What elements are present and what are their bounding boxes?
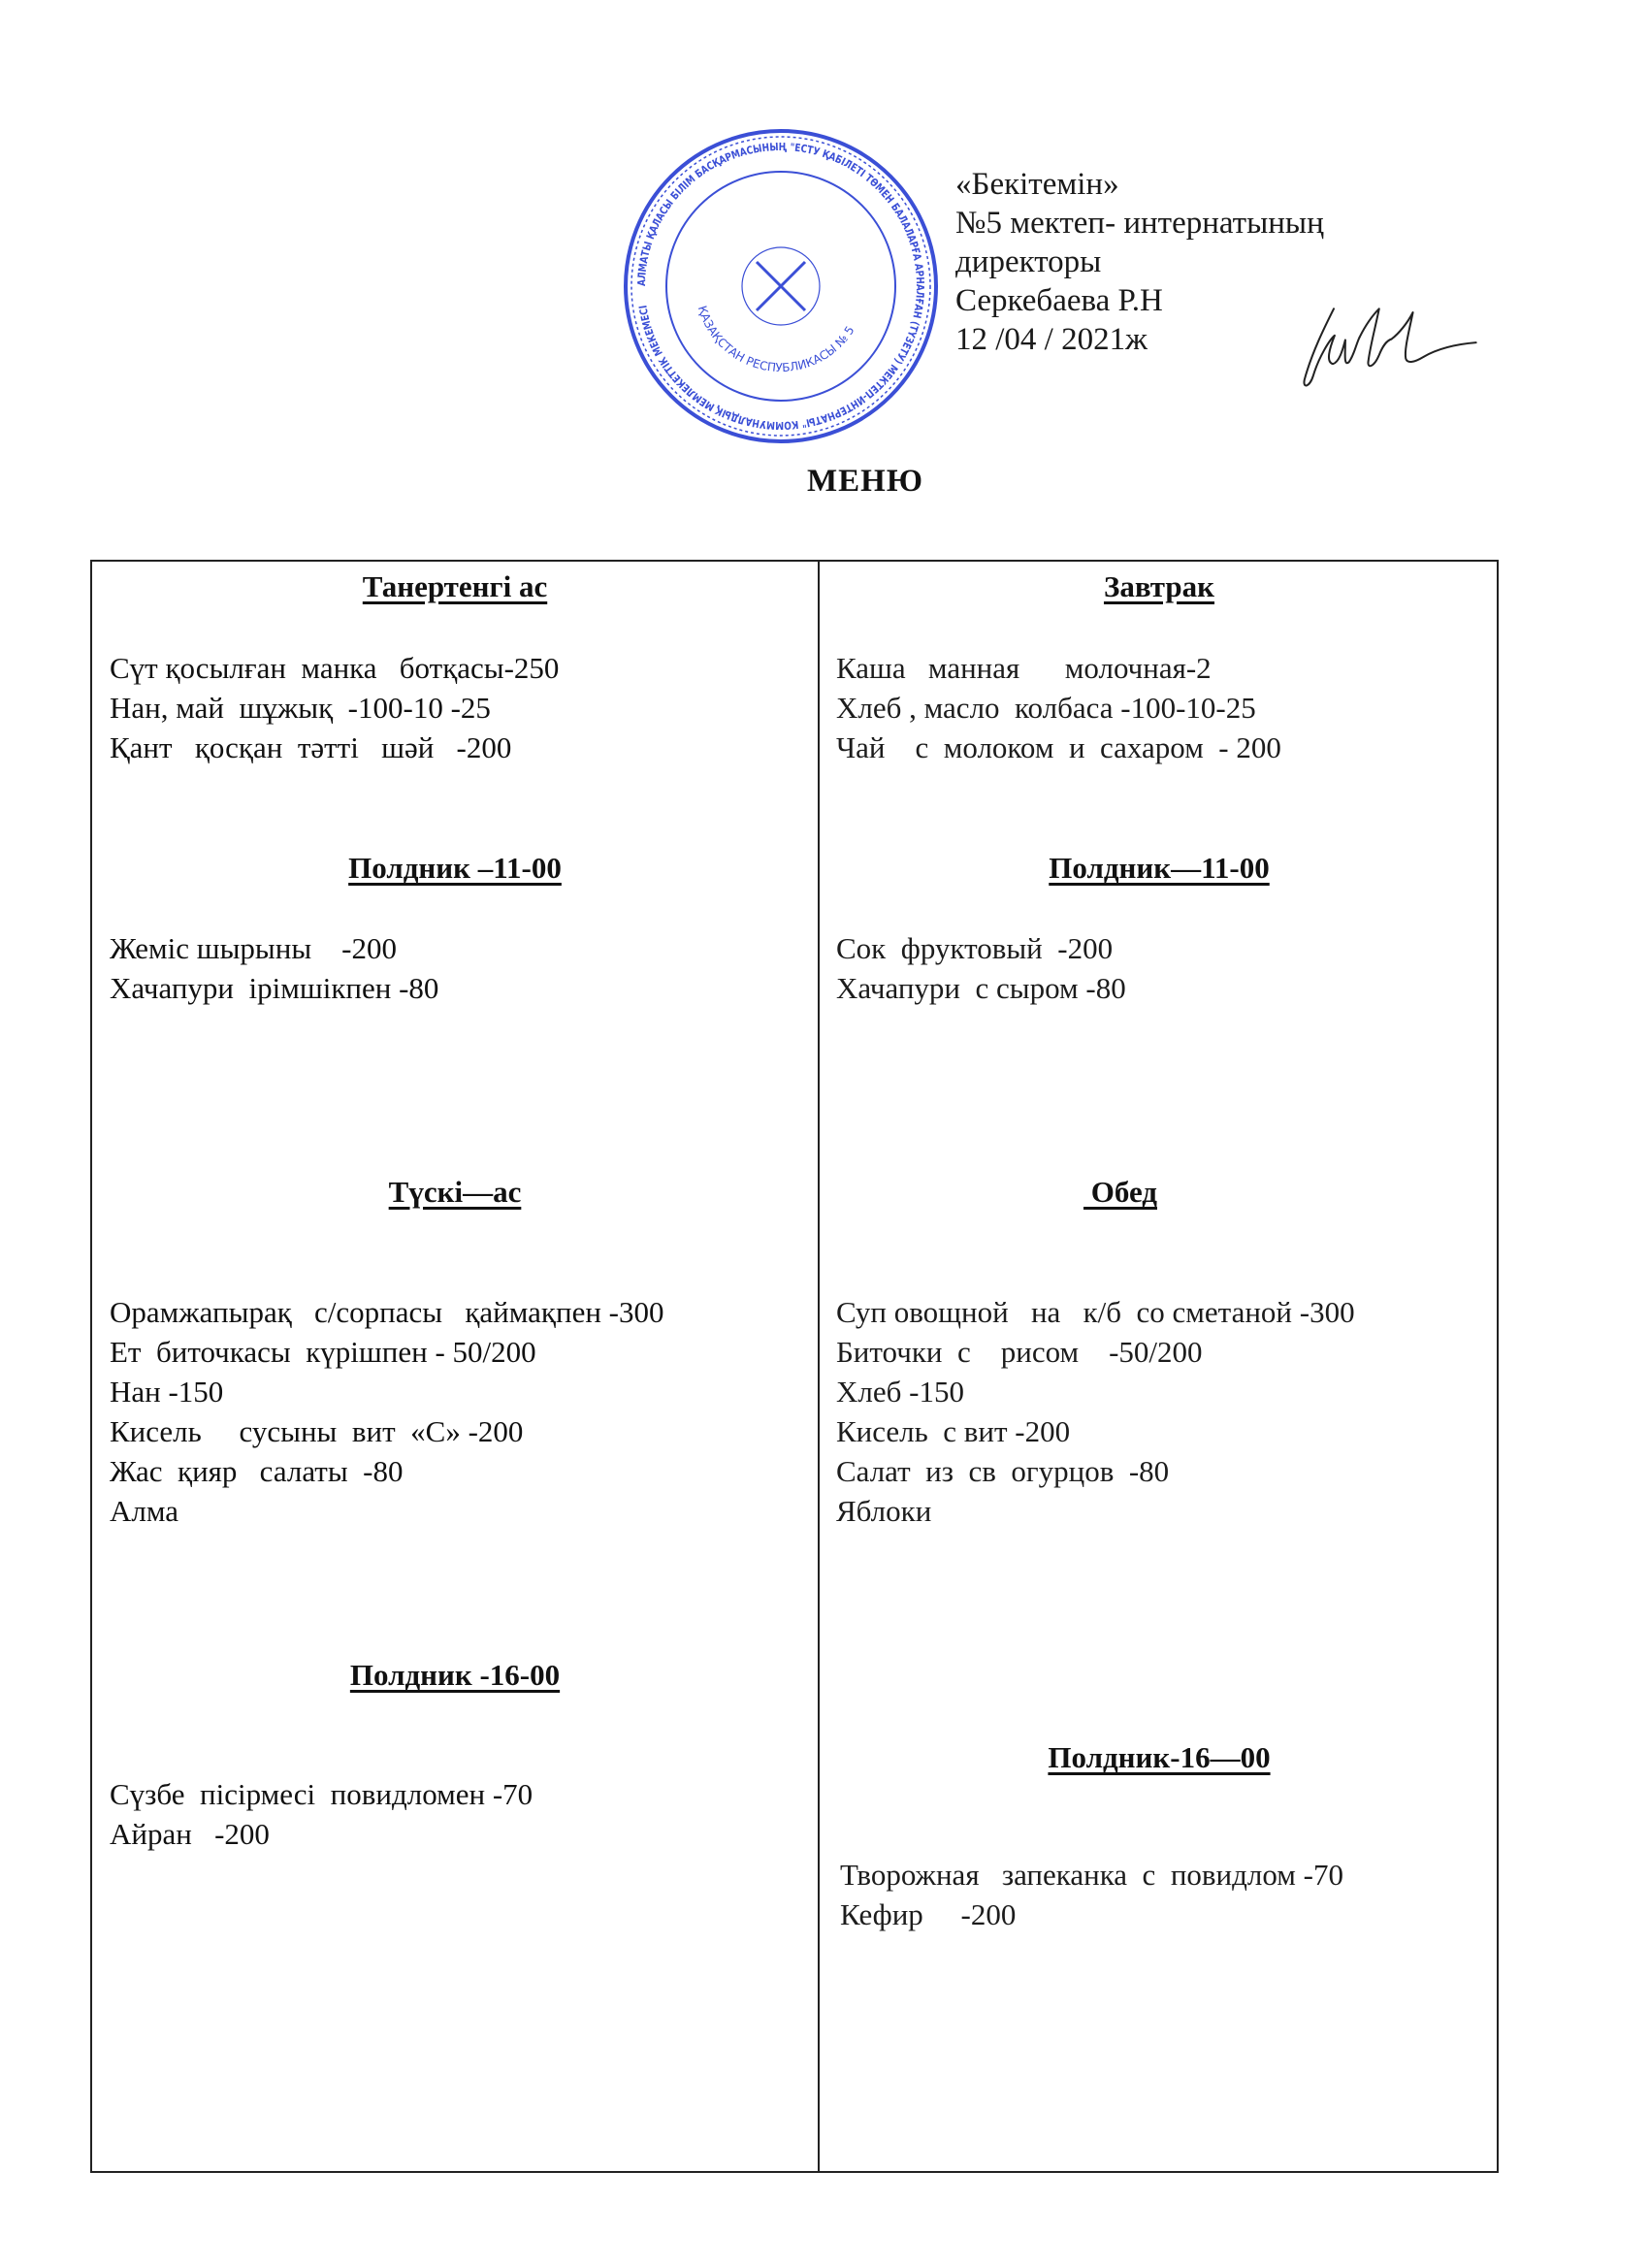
table-border-right xyxy=(1497,560,1499,2173)
menu-item: Чай с молоком и сахаром - 200 xyxy=(836,730,1281,764)
section-heading-lunch-kz: Түскі—ас xyxy=(388,1175,522,1209)
page-title: МЕНЮ xyxy=(807,464,923,499)
official-stamp xyxy=(621,126,941,446)
menu-item: Ет биточкасы күрішпен - 50/200 xyxy=(110,1335,536,1369)
approval-line-date: 12 /04 / 2021ж xyxy=(955,322,1148,357)
handwritten-signature xyxy=(1290,291,1484,398)
stamp-inner-text: ҚАЗАҚСТАН РЕСПУБЛИКАСЫ № 5 xyxy=(695,304,857,375)
menu-item: Хачапури ірімшікпен -80 xyxy=(110,971,439,1005)
approval-line-name: Серкебаева Р.Н xyxy=(955,283,1163,318)
section-heading-snack-11-ru: Полдник—11-00 xyxy=(1049,851,1270,885)
menu-item: Жас қияр салаты -80 xyxy=(110,1454,404,1488)
section-heading-snack-16-ru: Полдник-16—00 xyxy=(1048,1740,1271,1774)
stamp-graphic xyxy=(626,131,936,441)
approval-line-approve: «Бекітемін» xyxy=(955,167,1119,202)
menu-item: Сок фруктовый -200 xyxy=(836,931,1114,965)
menu-item: Кисель с вит -200 xyxy=(836,1414,1071,1448)
menu-item: Нан, май шұжық -100-10 -25 xyxy=(110,691,491,725)
menu-item: Каша манная молочная-2 xyxy=(836,651,1212,685)
menu-item: Орамжапырақ с/сорпасы қаймақпен -300 xyxy=(110,1295,664,1329)
approval-line-school: №5 мектеп- интернатының xyxy=(955,206,1324,241)
table-border-bottom xyxy=(90,2171,1499,2173)
section-heading-snack-16-kz: Полдник -16-00 xyxy=(349,1658,561,1692)
menu-item: Жеміс шырыны -200 xyxy=(110,931,397,965)
menu-item: Хлеб , масло колбаса -100-10-25 xyxy=(836,691,1256,725)
menu-item: Сүзбе пісірмесі повидломен -70 xyxy=(110,1777,534,1811)
table-border-top xyxy=(90,560,1499,562)
stamp-ring-text: АЛМАТЫ ҚАЛАСЫ БІЛІМ БАСҚАРМАСЫНЫҢ "ЕСТУ ҚАБІЛЕТІ ТӨМЕН БАЛАЛАРҒА АРНАЛҒАН (ТҮЗЕТУ) МЕКТЕП-ИНТЕРНАТЫ" КОММУНАЛДЫҚ МЕМЛЕКЕТТІК МЕКЕМЕСІ xyxy=(634,140,927,433)
section-heading-snack-11-kz: Полдник –11-00 xyxy=(348,851,562,885)
column-divider xyxy=(818,560,820,2173)
menu-item: Қант қосқан тәтті шәй -200 xyxy=(110,730,512,764)
menu-item: Хлеб -150 xyxy=(836,1375,964,1409)
menu-item: Сүт қосылған манка ботқасы-250 xyxy=(110,651,560,685)
menu-item: Айран -200 xyxy=(110,1817,270,1851)
menu-item: Суп овощной на к/б со сметаной -300 xyxy=(836,1295,1355,1329)
section-heading-breakfast-kz: Танертенгі ас xyxy=(362,569,548,603)
menu-item: Алма xyxy=(110,1494,179,1528)
menu-item: Кисель сусыны вит «С» -200 xyxy=(110,1414,524,1448)
table-border-left xyxy=(90,560,92,2173)
menu-item: Творожная запеканка с повидлом -70 xyxy=(840,1858,1343,1892)
menu-item: Биточки с рисом -50/200 xyxy=(836,1335,1203,1369)
menu-item: Нан -150 xyxy=(110,1375,224,1409)
section-heading-breakfast-ru: Завтрак xyxy=(1103,569,1215,603)
menu-item: Яблоки xyxy=(836,1494,932,1528)
section-heading-lunch-ru: Обед xyxy=(1083,1175,1157,1209)
svg-text:ҚАЗАҚСТАН РЕСПУБЛИКАСЫ № 5 xyxy=(695,305,857,374)
menu-item: Салат из св огурцов -80 xyxy=(836,1454,1170,1488)
approval-block xyxy=(955,165,1324,359)
menu-item: Кефир -200 xyxy=(840,1897,1017,1931)
menu-item: Хачапури с сыром -80 xyxy=(836,971,1126,1005)
approval-line-position: директоры xyxy=(955,244,1102,279)
